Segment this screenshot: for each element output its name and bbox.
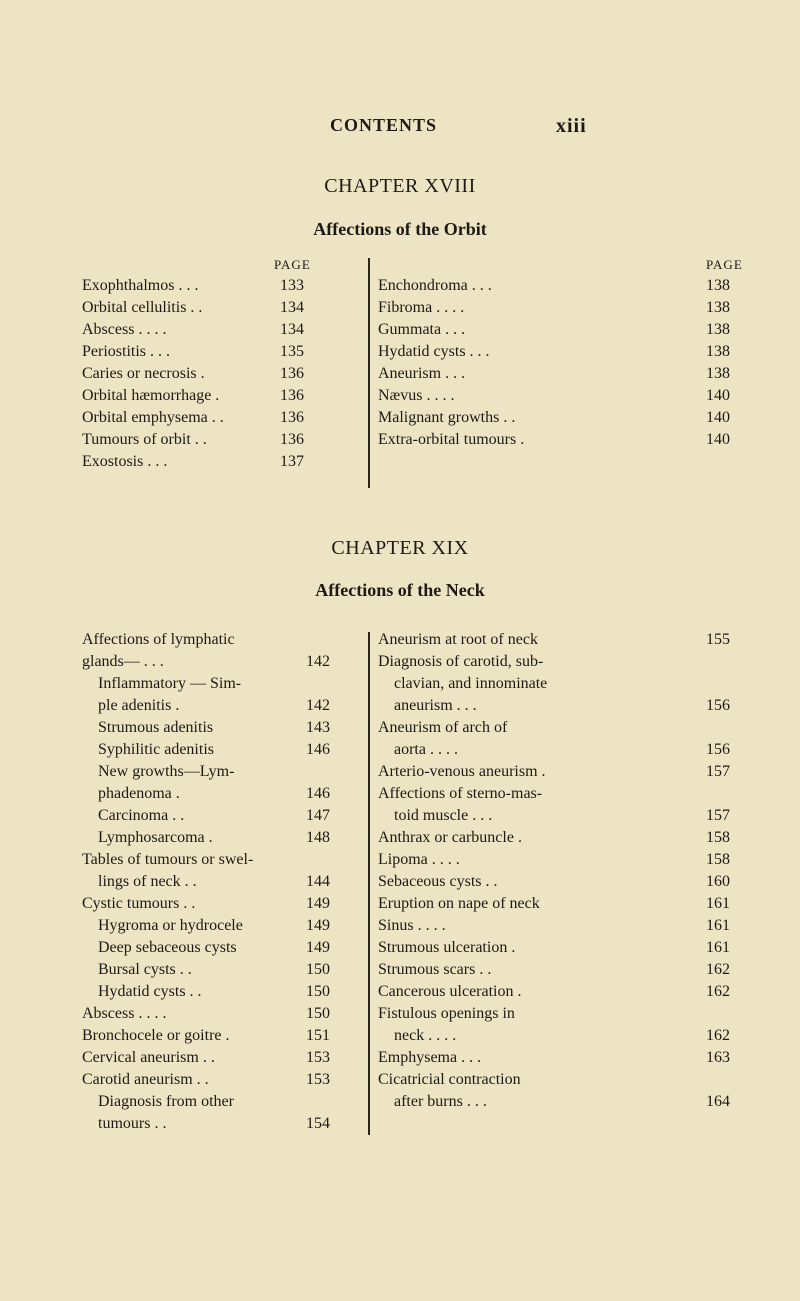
toc-entry-label: Eruption on nape of neck bbox=[378, 895, 540, 912]
toc-entry-page: 136 bbox=[280, 365, 304, 382]
toc-entry-label: Nævus . . . . bbox=[378, 387, 455, 404]
toc-entry-label: Caries or necrosis . bbox=[82, 365, 205, 382]
toc-entry-page: 156 bbox=[706, 697, 730, 714]
toc-entry-label: Cervical aneurism . . bbox=[82, 1049, 215, 1066]
toc-entry-label: Affections of sterno-mas- bbox=[378, 785, 543, 802]
toc-entry-label: neck . . . . bbox=[394, 1027, 457, 1044]
toc-entry-label: Diagnosis from other bbox=[98, 1093, 234, 1110]
toc-entry-label: Cicatricial contraction bbox=[378, 1071, 521, 1088]
toc-entry-label: Affections of lymphatic bbox=[82, 631, 235, 648]
toc-entry-page: 160 bbox=[706, 873, 730, 890]
chapter-18-left-page-heading: PAGE bbox=[274, 257, 311, 272]
toc-entry-label: Hydatid cysts . . bbox=[98, 983, 202, 1000]
toc-entry-label: Periostitis . . . bbox=[82, 343, 171, 360]
toc-entry-label: Hygroma or hydrocele bbox=[98, 917, 243, 934]
toc-entry-page: 140 bbox=[706, 431, 730, 448]
column-divider bbox=[368, 632, 370, 1135]
toc-entry-page: 163 bbox=[706, 1049, 730, 1066]
toc-entry-page: 162 bbox=[706, 983, 730, 1000]
toc-entry-label: Enchondroma . . . bbox=[378, 277, 492, 294]
toc-entry-label: after burns . . . bbox=[394, 1093, 487, 1110]
toc-entry-page: 133 bbox=[280, 277, 304, 294]
toc-entry-label: Tumours of orbit . . bbox=[82, 431, 207, 448]
toc-entry-label: Bronchocele or goitre . bbox=[82, 1027, 230, 1044]
running-head bbox=[0, 115, 800, 139]
toc-entry-label: Lipoma . . . . bbox=[378, 851, 460, 868]
toc-entry-label: Sinus . . . . bbox=[378, 917, 446, 934]
toc-entry-label: New growths—Lym- bbox=[98, 763, 235, 780]
toc-entry-page: 136 bbox=[280, 409, 304, 426]
toc-entry-page: 140 bbox=[706, 409, 730, 426]
toc-entry-label: Abscess . . . . bbox=[82, 321, 167, 338]
toc-entry-page: 146 bbox=[306, 741, 330, 758]
toc-entry-label: lings of neck . . bbox=[98, 873, 197, 890]
toc-entry-page: 161 bbox=[706, 895, 730, 912]
toc-entry-label: toid muscle . . . bbox=[394, 807, 493, 824]
toc-entry-label: Gummata . . . bbox=[378, 321, 466, 338]
toc-entry-label: Lymphosarcoma . bbox=[98, 829, 213, 846]
toc-entry-label: Syphilitic adenitis bbox=[98, 741, 214, 758]
toc-entry-label: Strumous adenitis bbox=[98, 719, 214, 736]
toc-entry-label: phadenoma . bbox=[98, 785, 180, 802]
toc-entry-label: Hydatid cysts . . . bbox=[378, 343, 490, 360]
running-head-page-number: xiii bbox=[556, 115, 587, 137]
toc-entry-label: Bursal cysts . . bbox=[98, 961, 192, 978]
toc-entry-label: Carotid aneurism . . bbox=[82, 1071, 209, 1088]
toc-entry-page: 134 bbox=[280, 321, 304, 338]
toc-entry-page: 164 bbox=[706, 1093, 730, 1110]
running-head-title: CONTENTS bbox=[330, 115, 438, 135]
toc-entry-page: 136 bbox=[280, 387, 304, 404]
toc-entry-page: 138 bbox=[706, 365, 730, 382]
toc-entry-label: Orbital cellulitis . . bbox=[82, 299, 203, 316]
toc-entry-page: 138 bbox=[706, 299, 730, 316]
toc-entry-label: Sebaceous cysts . . bbox=[378, 873, 498, 890]
toc-entry-page: 143 bbox=[306, 719, 330, 736]
chapter-19-title: CHAPTER XIX bbox=[331, 537, 469, 559]
toc-entry-label: Carcinoma . . bbox=[98, 807, 185, 824]
toc-entry-page: 150 bbox=[306, 961, 330, 978]
toc-entry-label: Tables of tumours or swel- bbox=[82, 851, 254, 868]
toc-entry-page: 149 bbox=[306, 895, 330, 912]
toc-entry-page: 153 bbox=[306, 1049, 330, 1066]
toc-entry-page: 150 bbox=[306, 983, 330, 1000]
toc-entry-label: Emphysema . . . bbox=[378, 1049, 482, 1066]
toc-entry-page: 156 bbox=[706, 741, 730, 758]
toc-entry-page: 155 bbox=[706, 631, 730, 648]
toc-entry-label: Strumous scars . . bbox=[378, 961, 492, 978]
toc-entry-page: 162 bbox=[706, 1027, 730, 1044]
chapter-19-subtitle: Affections of the Neck bbox=[315, 580, 485, 600]
toc-entry-label: aneurism . . . bbox=[394, 697, 477, 714]
toc-entry-label: tumours . . bbox=[98, 1115, 167, 1132]
column-divider bbox=[368, 258, 370, 488]
toc-entry-page: 138 bbox=[706, 321, 730, 338]
toc-entry-page: 138 bbox=[706, 277, 730, 294]
toc-entry-page: 135 bbox=[280, 343, 304, 360]
toc-entry-page: 162 bbox=[706, 961, 730, 978]
toc-entry-page: 151 bbox=[306, 1027, 330, 1044]
toc-entry-page: 146 bbox=[306, 785, 330, 802]
toc-entry-page: 149 bbox=[306, 939, 330, 956]
toc-entry-page: 158 bbox=[706, 829, 730, 846]
toc-entry-label: Deep sebaceous cysts bbox=[98, 939, 237, 956]
toc-entry-label: Inflammatory — Sim- bbox=[98, 675, 242, 692]
toc-entry-label: glands— . . . bbox=[82, 653, 164, 670]
toc-entry-page: 154 bbox=[306, 1115, 330, 1132]
chapter-18-right-page-heading: PAGE bbox=[706, 257, 743, 272]
toc-entry-page: 142 bbox=[306, 653, 330, 670]
toc-entry-page: 157 bbox=[706, 763, 730, 780]
toc-entry-label: Orbital hæmorrhage . bbox=[82, 387, 220, 404]
toc-entry-label: aorta . . . . bbox=[394, 741, 458, 758]
toc-entry-page: 161 bbox=[706, 917, 730, 934]
toc-entry-label: Aneurism at root of neck bbox=[378, 631, 538, 648]
toc-entry-label: Cancerous ulceration . bbox=[378, 983, 522, 1000]
toc-entry-page: 158 bbox=[706, 851, 730, 868]
toc-entry-label: clavian, and innominate bbox=[394, 675, 548, 692]
toc-entry-page: 136 bbox=[280, 431, 304, 448]
toc-entry-page: 153 bbox=[306, 1071, 330, 1088]
toc-entry-page: 134 bbox=[280, 299, 304, 316]
toc-entry-page: 138 bbox=[706, 343, 730, 360]
toc-entry-page: 161 bbox=[706, 939, 730, 956]
toc-entry-label: Exophthalmos . . . bbox=[82, 277, 199, 294]
toc-entry-label: Abscess . . . . bbox=[82, 1005, 167, 1022]
toc-entry-label: Anthrax or carbuncle . bbox=[378, 829, 522, 846]
toc-entry-label: Exostosis . . . bbox=[82, 453, 168, 470]
toc-entry-label: Fistulous openings in bbox=[378, 1005, 515, 1022]
toc-entry-page: 144 bbox=[306, 873, 330, 890]
toc-entry-label: Fibroma . . . . bbox=[378, 299, 465, 316]
toc-entry-label: ple adenitis . bbox=[98, 697, 180, 714]
toc-entry-page: 140 bbox=[706, 387, 730, 404]
toc-entry-page: 148 bbox=[306, 829, 330, 846]
toc-entry-label: Malignant growths . . bbox=[378, 409, 516, 426]
toc-entry-label: Diagnosis of carotid, sub- bbox=[378, 653, 544, 670]
toc-entry-label: Extra-orbital tumours . bbox=[378, 431, 525, 448]
chapter-18-title: CHAPTER XVIII bbox=[324, 175, 476, 197]
toc-entry-label: Aneurism . . . bbox=[378, 365, 466, 382]
toc-entry-label: Arterio-venous aneurism . bbox=[378, 763, 546, 780]
toc-entry-page: 137 bbox=[280, 453, 304, 470]
toc-entry-label: Orbital emphysema . . bbox=[82, 409, 224, 426]
toc-entry-page: 150 bbox=[306, 1005, 330, 1022]
toc-entry-page: 142 bbox=[306, 697, 330, 714]
toc-entry-page: 157 bbox=[706, 807, 730, 824]
chapter-18-subtitle: Affections of the Orbit bbox=[313, 219, 487, 239]
toc-entry-label: Strumous ulceration . bbox=[378, 939, 516, 956]
toc-entry-page: 147 bbox=[306, 807, 330, 824]
toc-entry-page: 149 bbox=[306, 917, 330, 934]
toc-entry-label: Cystic tumours . . bbox=[82, 895, 196, 912]
toc-entry-label: Aneurism of arch of bbox=[378, 719, 508, 736]
